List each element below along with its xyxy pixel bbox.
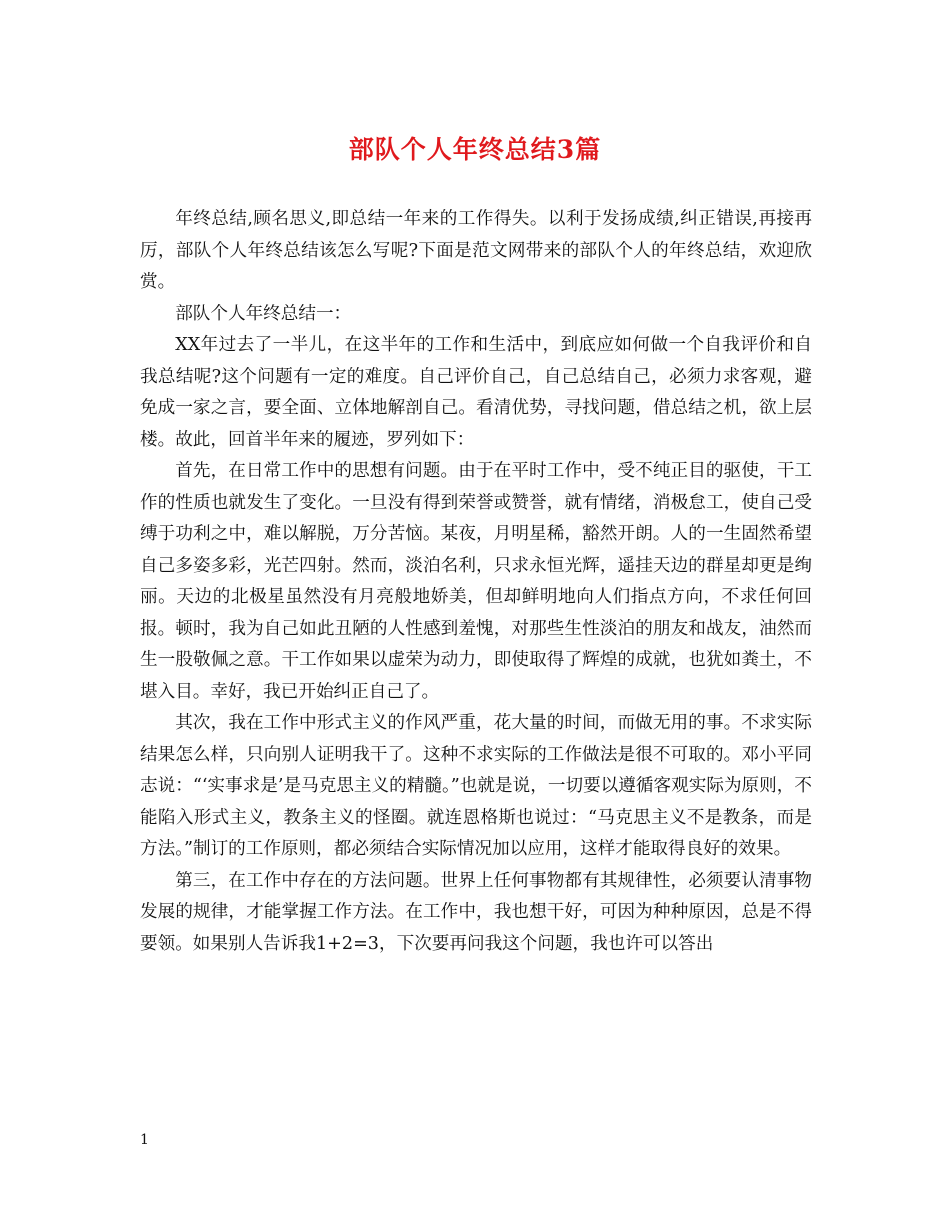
page-number: 1 bbox=[140, 1132, 149, 1148]
paragraph: 第三，在工作中存在的方法问题。世界上任何事物都有其规律性，必须要认清事物发展的规律，才能掌握工作方法。在工作中，我也想干好，可因为种种原因，总是不得要领。如果别人告诉我1+2=3，下次要再问我这个问题，我也许可以答出 bbox=[140, 870, 812, 954]
paragraph: 其次，我在工作中形式主义的作风严重，花大量的时间，而做无用的事。不求实际结果怎么样，只向别人证明我干了。这种不求实际的工作做法是很不可取的。邓小平同志说：“‘实事求是’是马克思主义的精髓。”也就是说，一切要以遵循客观实际为原则，不能陷入形式主义，教条主义的怪圈。就连恩格斯也说过：“马克思主义不是教条，而是方法。”制订的工作原则，都必须结合实际情况加以应用，这样才能取得良好的效果。 bbox=[140, 713, 812, 859]
section-heading: 部队个人年终总结一： bbox=[175, 303, 352, 324]
document-title: 部队个人年终总结3篇 bbox=[348, 135, 602, 164]
paragraph-intro: 年终总结,顾名思义,即总结一年来的工作得失。以利于发扬成绩,纠正错误,再接再厉，部队个人年终总结该怎么写呢?下面是范文网带来的部队个人的年终总结，欢迎欣赏。 bbox=[140, 209, 812, 292]
paragraph: 首先，在日常工作中的思想有问题。由于在平时工作中，受不纯正目的驱使，干工作的性质也就发生了变化。一旦没有得到荣誉或赞誉，就有情绪，消极怠工，使自己受缚于功利之中，难以解脱，万分苦恼。某夜，月明星稀，豁然开朗。人的一生固然希望自己多姿多彩，光芒四射。然而，淡泊名利，只求永恒光辉，遥挂天边的群星却更是绚丽。天边的北极星虽然没有月亮般地娇美，但却鲜明地向人们指点方向，不求任何回报。顿时，我为自己如此丑陋的人性感到羞愧，对那些生性淡泊的朋友和战友，油然而生一股敬佩之意。干工作如果以虚荣为动力，即使取得了辉煌的成就，也犹如粪土，不堪入目。幸好，我已开始纠正自己了。 bbox=[140, 461, 812, 702]
paragraph: XX年过去了一半儿，在这半年的工作和生活中，到底应如何做一个自我评价和自我总结呢?这个问题有一定的难度。自己评价自己，自己总结自己，必须力求客观，避免成一家之言，要全面、立体地解剖自己。看清优势，寻找问题，借总结之机，欲上层楼。故此，回首半年来的履迹，罗列如下： bbox=[140, 335, 812, 450]
document-body bbox=[140, 204, 812, 960]
